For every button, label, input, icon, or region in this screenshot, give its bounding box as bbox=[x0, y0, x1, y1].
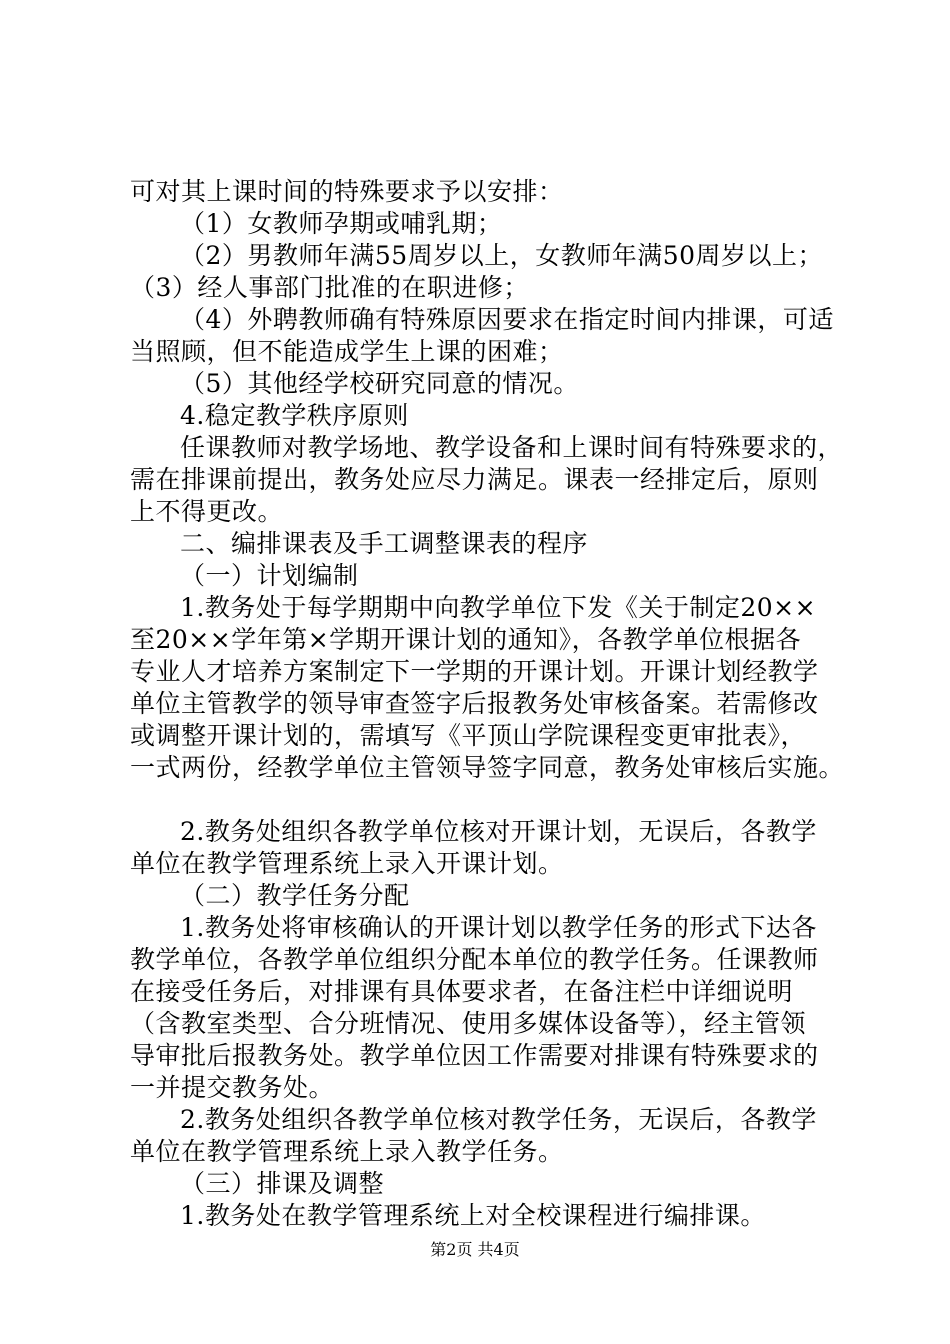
text-line: 单位在教学管理系统上录入教学任务。 bbox=[130, 1137, 564, 1166]
text-line: 需在排课前提出，教务处应尽力满足。课表一经排定后，原则 bbox=[130, 465, 819, 494]
text-line: 2.教务处组织各教学单位核对开课计划，无误后，各教学 bbox=[180, 817, 817, 846]
text-line: 上不得更改。 bbox=[130, 497, 284, 526]
text-line: 教学单位，各教学单位组织分配本单位的教学任务。任课教师 bbox=[130, 945, 819, 974]
subsection-heading: （三）排课及调整 bbox=[180, 1169, 385, 1198]
text-line: （含教室类型、合分班情况、使用多媒体设备等），经主管领 bbox=[130, 1009, 807, 1038]
subsection-heading: （一）计划编制 bbox=[180, 561, 359, 590]
text-line: （1）女教师孕期或哺乳期； bbox=[180, 209, 503, 238]
text-line: 1.教务处将审核确认的开课计划以教学任务的形式下达各 bbox=[180, 913, 817, 942]
text-line: （5）其他经学校研究同意的情况。 bbox=[180, 369, 579, 398]
text-line: 1.教务处于每学期期中向教学单位下发《关于制定20×× bbox=[180, 593, 817, 622]
text-line: （2）男教师年满55周岁以上，女教师年满50周岁以上； bbox=[180, 241, 824, 270]
text-line: 当照顾，但不能造成学生上课的困难； bbox=[130, 337, 564, 366]
text-line: 1.教务处在教学管理系统上对全校课程进行编排课。 bbox=[180, 1201, 766, 1230]
section-heading: 二、编排课表及手工调整课表的程序 bbox=[180, 529, 589, 558]
text-line: 专业人才培养方案制定下一学期的开课计划。开课计划经教学 bbox=[130, 657, 819, 686]
text-line: 或调整开课计划的，需填写《平顶山学院课程变更审批表》， bbox=[130, 721, 807, 750]
text-line: 一并提交教务处。 bbox=[130, 1073, 335, 1102]
text-line: （3）经人事部门批准的在职进修； bbox=[130, 273, 529, 302]
text-line: （4）外聘教师确有特殊原因要求在指定时间内排课，可适 bbox=[180, 305, 834, 334]
text-line: 单位主管教学的领导审查签字后报教务处审核备案。若需修改 bbox=[130, 689, 819, 718]
text-line: 一式两份，经教学单位主管领导签字同意，教务处审核后实施。 bbox=[130, 753, 845, 782]
text-line: 导审批后报教务处。教学单位因工作需要对排课有特殊要求的 bbox=[130, 1041, 819, 1070]
text-line: 2.教务处组织各教学单位核对教学任务，无误后，各教学 bbox=[180, 1105, 817, 1134]
text-line: 任课教师对教学场地、教学设备和上课时间有特殊要求的， bbox=[180, 433, 844, 462]
text-line: 可对其上课时间的特殊要求予以安排： bbox=[130, 177, 564, 206]
section-heading: 4.稳定教学秩序原则 bbox=[180, 401, 409, 430]
text-line: 单位在教学管理系统上录入开课计划。 bbox=[130, 849, 564, 878]
text-line: 在接受任务后，对排课有具体要求者，在备注栏中详细说明 bbox=[130, 977, 794, 1006]
page-footer: 第2页 共4页 bbox=[430, 1240, 520, 1259]
text-line: 至20××学年第×学期开课计划的通知》，各教学单位根据各 bbox=[130, 625, 802, 654]
subsection-heading: （二）教学任务分配 bbox=[180, 881, 410, 910]
